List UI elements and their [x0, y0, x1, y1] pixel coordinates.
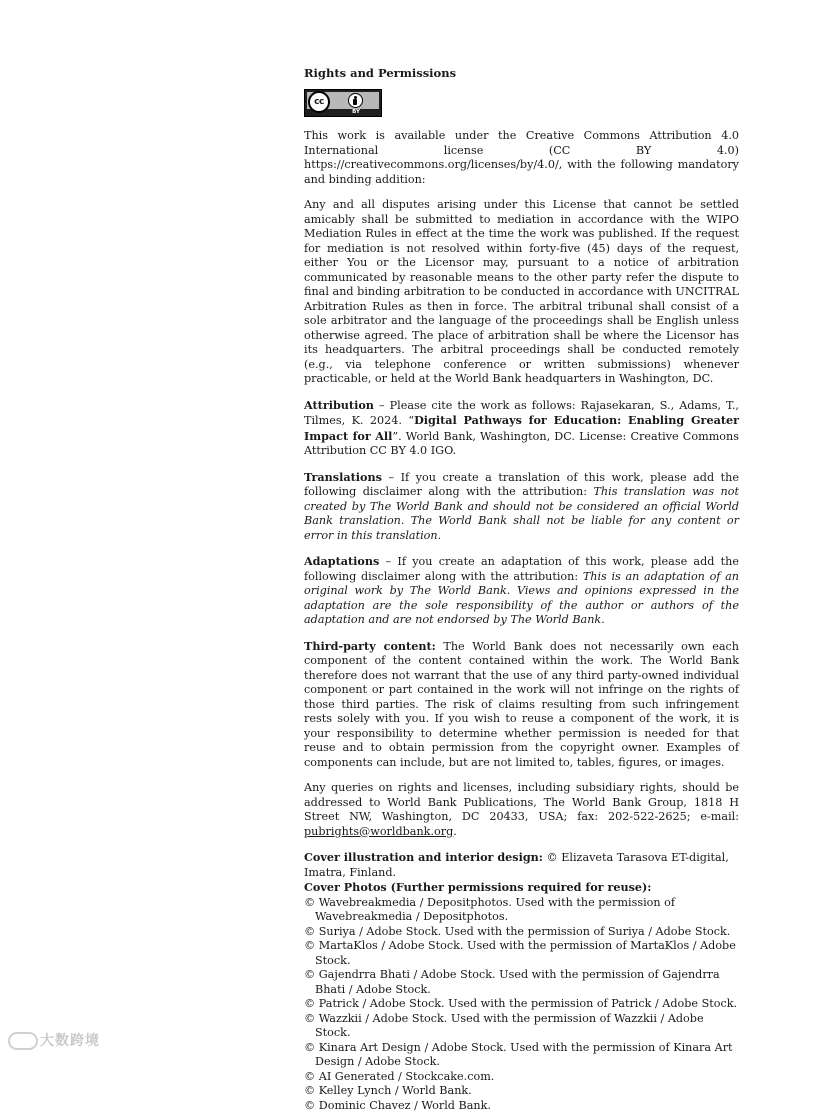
cover-credits — [304, 850, 739, 1113]
license-intro: This work is available under the Creative Commons Attribution 4.0 International license (CC BY 4.0) https://creativecommons.org/licenses/by/4.0/, with the following mandatory and binding addition: — [304, 129, 739, 187]
translations-label: Translations — [304, 470, 382, 484]
rights-page — [304, 66, 739, 1113]
attribution-label: Attribution — [304, 398, 374, 412]
translations-paragraph: Translations – If you create a translation of this work, please add the following disclaimer along with the attribution: This translation was not created by The World Bank and should not be considered an official World Bank translation. The World Bank shall not be liable for any content or error in this translation. — [304, 470, 739, 544]
cover-photos-heading: Cover Photos (Further permissions required for reuse): — [304, 880, 739, 896]
photo-credit: © Kelley Lynch / World Bank. — [304, 1084, 739, 1099]
watermark-logo-icon — [8, 1032, 38, 1050]
photo-credit: © MartaKlos / Adobe Stock. Used with the permission of MartaKlos / Adobe Stock. — [304, 939, 739, 968]
photo-credit: © Patrick / Adobe Stock. Used with the permission of Patrick / Adobe Stock. — [304, 997, 739, 1012]
third-party-paragraph: Third-party content: The World Bank does not necessarily own each component of the content contained within the work. The World Bank therefore does not warrant that the use of any third party-owned individual component or part contained in the work will not infringe on the rights of those third parties. The risk of claims resulting from such infringement rests solely with you. If you wish to reuse a component of the work, it is your responsibility to determine whether permission is needed for that reuse and to obtain permission from the copyright owner. Examples of components can include, but are not limited to, tables, figures, or images. — [304, 639, 739, 771]
person-icon — [348, 93, 363, 108]
adaptations-paragraph: Adaptations – If you create an adaptation of this work, please add the following disclaimer along with the attribution: This is an adaptation of an original work by The World Bank. Views and opinions expressed in the adaptation are the sole responsibility of the author or authors of the adaptation and are not endorsed by The World Bank. — [304, 554, 739, 628]
translation-disclaimer: This translation was not created by The World Bank and should not be considered an official World Bank translation. The World Bank shall not be liable for any content or error in this translation. — [304, 485, 739, 542]
third-party-label: Third-party content: — [304, 639, 436, 653]
by-label: BY — [345, 108, 367, 116]
photo-credit: © Wavebreakmedia / Depositphotos. Used with the permission of Wavebreakmedia / Depositphotos. — [304, 896, 739, 925]
page-title: Rights and Permissions — [304, 66, 739, 81]
cc-by-license-badge — [304, 89, 382, 117]
photo-credit: © Kinara Art Design / Adobe Stock. Used with the permission of Kinara Art Design / Adobe Stock. — [304, 1041, 739, 1070]
photo-credit: © AI Generated / Stockcake.com. — [304, 1070, 739, 1085]
disputes-paragraph: Any and all disputes arising under this License that cannot be settled amicably shall be submitted to mediation in accordance with the WIPO Mediation Rules in effect at the time the work was published. If the request for mediation is not resolved within forty-five (45) days of the request, either You or the Licensor may, pursuant to a notice of arbitration communicated by reasonable means to the other party refer the dispute to final and binding arbitration to be conducted in accordance with UNCITRAL Arbitration Rules as then in force. The arbitral tribunal shall consist of a sole arbitrator and the language of the proceedings shall be English unless otherwise agreed. The place of arbitration shall be where the Licensor has its headquarters. The arbitral proceedings shall be conducted remotely (e.g., via telephone conference or written submissions) whenever practicable, or held at the World Bank headquarters in Washington, DC. — [304, 198, 739, 387]
watermark: 大数跨境 — [8, 1030, 100, 1050]
photo-credit-list — [304, 896, 739, 1113]
photo-credit: © Dominic Chavez / World Bank. — [304, 1099, 739, 1113]
attribution-paragraph: Attribution – Please cite the work as follows: Rajasekaran, S., Adams, T., Tilmes, K. 2024. “Digital Pathways for Education: Enabling Greater Impact for All”. World Bank, Washington, DC. License: Creative Commons Attribution CC BY 4.0 IGO. — [304, 398, 739, 459]
adaptations-label: Adaptations — [304, 554, 379, 568]
design-credit: Cover illustration and interior design: © Elizaveta Tarasova ET-digital, Imatra, Finland. — [304, 850, 739, 880]
photo-credit: © Wazzkii / Adobe Stock. Used with the permission of Wazzkii / Adobe Stock. — [304, 1012, 739, 1041]
email-link[interactable]: pubrights@worldbank.org — [304, 825, 453, 838]
cc-icon: cc — [308, 91, 330, 113]
photo-credit: © Suriya / Adobe Stock. Used with the permission of Suriya / Adobe Stock. — [304, 925, 739, 940]
adaptation-disclaimer: This is an adaptation of an original work by The World Bank. Views and opinions expressed in the adaptation are the sole responsibility of the author or authors of the adaptation and are not endorsed by The World Bank. — [304, 570, 739, 627]
queries-paragraph: Any queries on rights and licenses, including subsidiary rights, should be addressed to World Bank Publications, The World Bank Group, 1818 H Street NW, Washington, DC 20433, USA; fax: 202-522-2625; e-mail: pubrights@worldbank.org. — [304, 781, 739, 839]
report-title: Digital Pathways for Education: Enabling Greater Impact for All — [304, 413, 739, 443]
photo-credit: © Gajendrra Bhati / Adobe Stock. Used with the permission of Gajendrra Bhati / Adobe Stock. — [304, 968, 739, 997]
